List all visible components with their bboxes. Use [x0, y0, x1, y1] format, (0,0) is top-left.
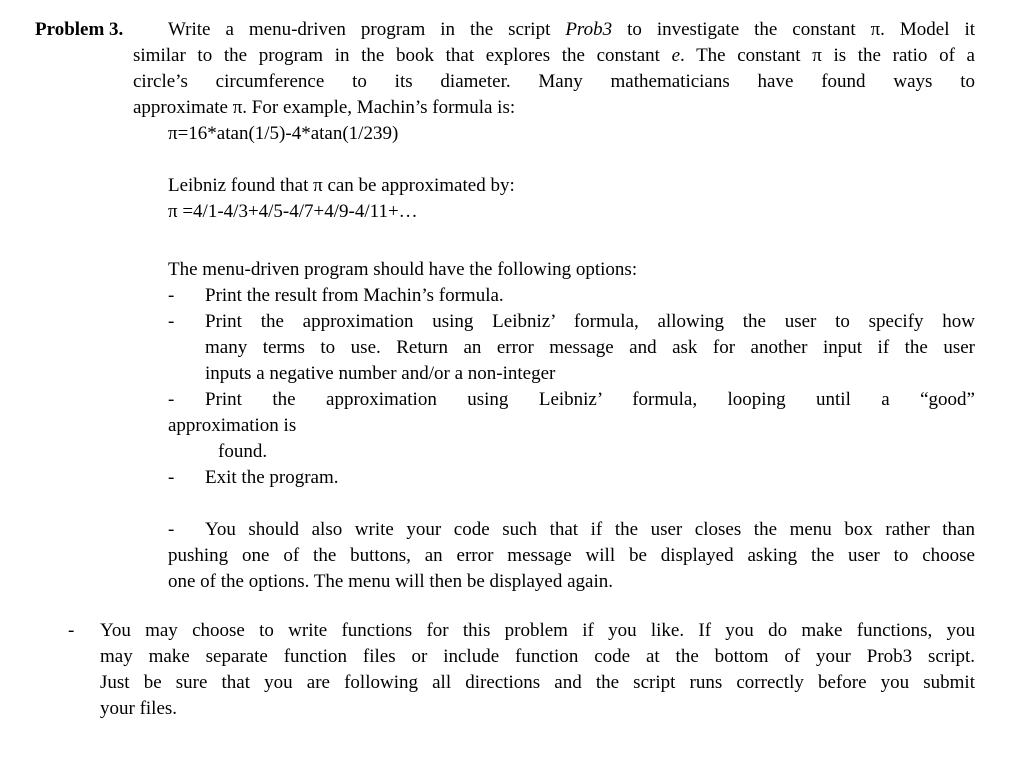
bullet-dash: - [168, 285, 175, 306]
option-exit [133, 465, 975, 491]
footer-note-line-3: Just be sure that you are following all directions and the script runs correctly before you submit [100, 672, 975, 693]
problem-body [133, 17, 975, 595]
footer-note-line-1: You may choose to write functions for this problem if you like. If you do make functions, you [100, 620, 975, 641]
intro-line-1 [133, 17, 975, 43]
footer-note-line-2: may make separate function files or include function code at the bottom of your Prob3 script. [100, 646, 975, 667]
bullet-dash: - [168, 311, 175, 332]
option-leibniz-loop-line-2: approximation is [168, 415, 297, 436]
intro-line-2 [133, 43, 975, 69]
bullet-dash: - [168, 519, 175, 540]
footer-note [68, 618, 975, 722]
option-leibniz-terms-line-3: inputs a negative number and/or a non-integer [205, 363, 556, 384]
bullet-dash: - [168, 467, 175, 488]
machin-formula: π=16*atan(1/5)-4*atan(1/239) [168, 123, 399, 144]
bullet-dash: - [168, 389, 175, 410]
menu-close-note-text-1: You should also write your code such that if the user closes the menu box rather than [205, 519, 975, 540]
option-leibniz-terms-line-2: many terms to use. Return an error message and ask for another input if the user [205, 337, 975, 358]
option-leibniz-terms-text-1: Print the approximation using Leibniz’ formula, allowing the user to specify how [205, 311, 975, 332]
intro-line-1-a: Write a menu-driven program in the script [168, 19, 566, 40]
intro-line-2-b: . The constant π is the ratio of a [680, 45, 975, 66]
option-machin [133, 283, 975, 309]
intro-line-1-b: to investigate the constant π. Model it [612, 19, 975, 40]
menu-close-note-line-1 [133, 517, 975, 543]
option-leibniz-terms-line-1 [133, 309, 975, 335]
option-leibniz-loop-text-1: Print the approximation using Leibniz’ formula, looping until a “good” [205, 389, 975, 410]
footer-note-line-4: your files. [100, 698, 178, 719]
option-leibniz-loop-line-1 [133, 387, 975, 413]
option-exit-text: Exit the program. [205, 467, 339, 488]
bullet-dash: - [68, 620, 75, 641]
option-machin-text: Print the result from Machin’s formula. [205, 285, 504, 306]
problem-label: Problem 3. [35, 19, 124, 40]
menu-close-note-line-3: one of the options. The menu will then be displayed again. [168, 571, 613, 592]
intro-line-3: circle’s circumference to its diameter. Many mathematicians have found ways to [133, 71, 975, 92]
options-intro: The menu-driven program should have the following options: [168, 259, 638, 280]
menu-close-note-line-2: pushing one of the buttons, an error message will be displayed asking the user to choose [168, 545, 975, 566]
intro-line-4: approximate π. For example, Machin’s formula is: [133, 97, 516, 118]
constant-e: e [671, 45, 681, 66]
intro-line-2-a: similar to the program in the book that explores the constant [133, 45, 672, 66]
script-name: Prob3 [565, 19, 613, 40]
leibniz-formula: π =4/1-4/3+4/5-4/7+4/9-4/11+… [168, 201, 418, 222]
option-leibniz-loop-line-3: found. [218, 441, 268, 462]
leibniz-intro: Leibniz found that π can be approximated by: [168, 175, 515, 196]
